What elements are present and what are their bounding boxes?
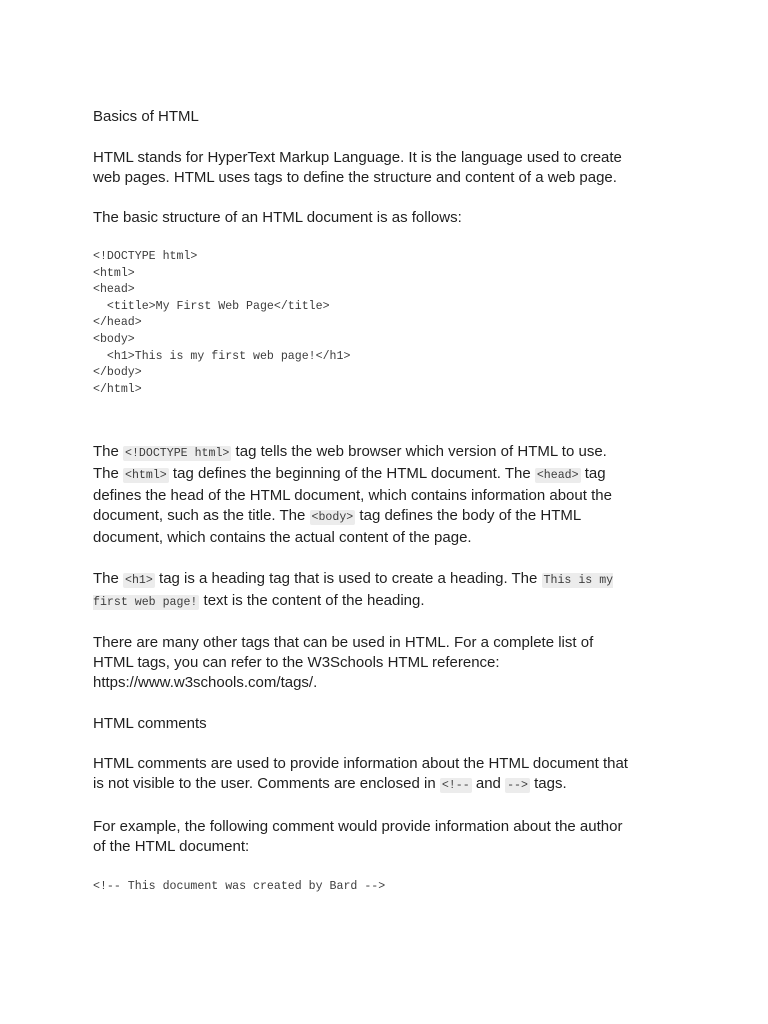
- text-run: text is the content of the heading.: [199, 591, 425, 609]
- document-title: Basics of HTML: [93, 108, 199, 125]
- html-structure-code-block: [93, 249, 633, 398]
- text-run: tag defines the beginning of the HTML document. The: [168, 465, 535, 483]
- code-line: </html>: [93, 382, 142, 396]
- code-line: <head>: [93, 283, 135, 297]
- text-run: and: [471, 775, 506, 793]
- text-run: The: [93, 569, 124, 587]
- text-run: tags.: [529, 775, 567, 793]
- code-line: </head>: [93, 316, 142, 330]
- text-run: HTML comments are used to provide information about the HTML document that is not visible to the user. Comments are enclosed in: [93, 755, 628, 793]
- code-line: </body>: [93, 366, 142, 380]
- inline-code-comment-open: <!--: [441, 779, 470, 793]
- inline-code-doctype: <!DOCTYPE html>: [125, 447, 230, 461]
- comments-heading: HTML comments: [93, 714, 207, 732]
- reference-paragraph: There are many other tags that can be used in HTML. For a complete list of HTML tags, you can refer to the W3Schools HTML reference: https://www.w3schools.com/tags/.: [93, 634, 594, 692]
- inline-code-head: <head>: [536, 469, 579, 483]
- text-run: tag defines the head of the HTML document, which contains information about the document, such as the title. The: [93, 465, 612, 525]
- text-run: tag defines the body of the HTML document, which contains the actual content of the page.: [93, 507, 581, 547]
- inline-code-html: <html>: [125, 469, 167, 483]
- heading-tag-paragraph: [93, 569, 633, 613]
- code-line: <body>: [93, 332, 135, 346]
- example-intro-paragraph: For example, the following comment would provide information about the author of the HTML document:: [93, 817, 623, 855]
- code-line: <html>: [93, 266, 135, 280]
- inline-code-heading-text: This is my first web page!: [93, 573, 614, 609]
- text-run: tag tells the web browser which version of HTML to use. The: [93, 443, 607, 483]
- tags-explanation-paragraph: [93, 442, 633, 548]
- text-run: tag is a heading tag that is used to create a heading. The: [154, 569, 542, 587]
- code-line: <h1>This is my first web page!</h1>: [93, 349, 351, 363]
- inline-code-comment-close: -->: [507, 779, 528, 793]
- code-line: <title>My First Web Page</title>: [93, 299, 330, 313]
- document-page: [93, 107, 633, 895]
- inline-code-body: <body>: [311, 511, 354, 525]
- comments-paragraph: [93, 754, 633, 796]
- text-run: The: [93, 443, 124, 461]
- comment-example-code: <!-- This document was created by Bard -->: [93, 879, 386, 893]
- intro-paragraph: HTML stands for HyperText Markup Language. It is the language used to create web pages. HTML uses tags to define the structure and content of a web page.: [93, 148, 622, 186]
- code-line: <!DOCTYPE html>: [93, 250, 198, 263]
- inline-code-h1: <h1>: [125, 573, 153, 587]
- structure-intro-paragraph: The basic structure of an HTML document is as follows:: [93, 209, 462, 226]
